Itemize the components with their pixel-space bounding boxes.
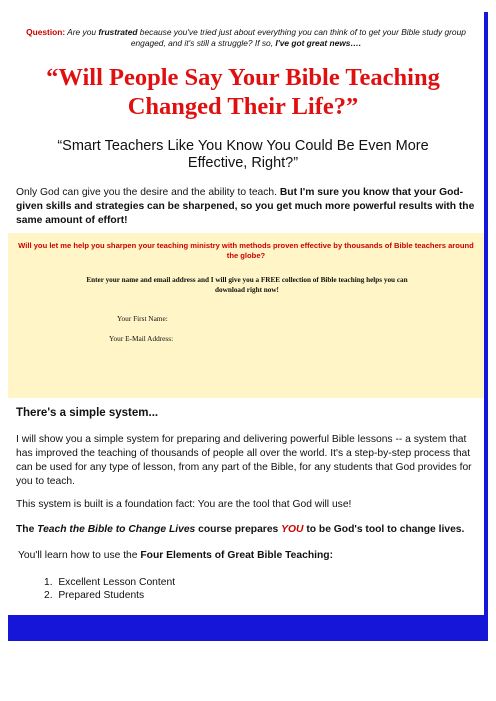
course-text-a: The xyxy=(16,524,38,535)
learn-paragraph xyxy=(18,549,480,563)
list-item-text: Prepared Students xyxy=(58,590,145,601)
section-heading: There's a simple system... xyxy=(16,407,159,419)
learn-bold: Four Elements of Great Bible Teaching: xyxy=(140,550,333,561)
question-label: Question: xyxy=(26,27,66,37)
question-emphasis-1: frustrated xyxy=(98,27,138,37)
email-label: Your E-Mail Address: xyxy=(109,334,174,343)
question-emphasis-2: I've got great news…. xyxy=(275,38,362,48)
question-text xyxy=(12,27,480,49)
foundation-paragraph: This system is built is a foundation fact: You are the tool that God will use! xyxy=(16,499,352,510)
question-part-1: Are you xyxy=(65,27,99,37)
list-item: 1. Excellent Lesson Content xyxy=(44,577,176,588)
course-text-c: to be God's tool to change lives. xyxy=(303,524,465,535)
optin-body: Enter your name and email address and I will give you a FREE collection of Bible teaching helps you can download right now! xyxy=(86,276,408,294)
intro-plain: Only God can give you the desire and the ability to teach. xyxy=(16,187,280,198)
page-headline: “Will People Say Your Bible Teaching Changed Their Life?” xyxy=(46,64,440,120)
optin-headline: Will you let me help you sharpen your teaching ministry with methods proven effective by thousands of Bible teachers around the globe? xyxy=(18,241,474,260)
system-paragraph: I will show you a simple system for preparing and delivering powerful Bible lessons -- a system that has improved the teaching of thousands of people all over the world. It's a step-by-step process that can be used for any type of lesson, from any part of the Bible, for any students that God provides for you to teach. xyxy=(16,434,472,487)
intro-bold: But I'm sure you know that your God-given skills and strategies can be sharpened, so you get much more powerful results with the same amount of effort! xyxy=(16,187,475,226)
course-text-b: course prepares xyxy=(195,524,282,535)
subheadline: “Smart Teachers Like You Know You Could Be Even More Effective, Right?” xyxy=(57,138,429,171)
course-paragraph xyxy=(16,523,478,537)
first-name-label: Your First Name: xyxy=(117,314,168,323)
intro-paragraph xyxy=(16,186,478,228)
list-item-text: Excellent Lesson Content xyxy=(58,577,176,588)
course-you: YOU xyxy=(281,524,304,535)
elements-list xyxy=(44,576,175,602)
learn-text: You'll learn how to use the xyxy=(18,550,141,561)
course-title: Teach the Bible to Change Lives xyxy=(37,524,196,535)
question-part-2: because you've tried just about everything you can think of to get your Bible study group engaged, and it's still a struggle? If so, xyxy=(130,27,466,48)
list-item: 2. Prepared Students xyxy=(44,590,145,601)
